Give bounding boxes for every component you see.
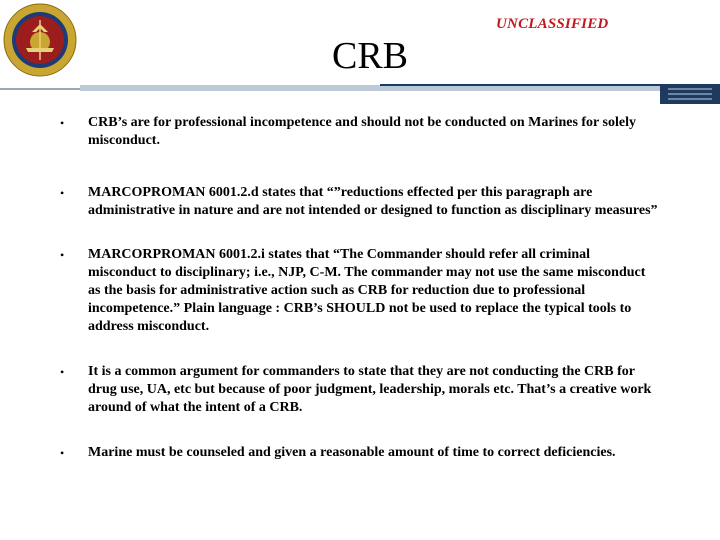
bullet-marker: • xyxy=(60,186,65,200)
list-item xyxy=(60,363,660,417)
list-item xyxy=(60,184,660,220)
bullet-text: MARCORPROMAN 6001.2.i states that “The Commander should refer all criminal misconduct to disciplinary; i.e., NJP, C-M. The commander may not use the same misconduct as the basis for administrative action such as CRB for reduction due to professional incompetence.” Plain language : CRB’s SHOULD not be used to replace the typical tools to address misconduct. xyxy=(88,247,646,334)
marine-corps-seal-icon xyxy=(2,2,78,78)
bullet-marker: • xyxy=(60,116,65,130)
list-item xyxy=(60,246,660,336)
bullet-text: Marine must be counseled and given a reasonable amount of time to correct deficiencies. xyxy=(88,445,616,460)
classification-label: UNCLASSIFIED xyxy=(496,16,609,32)
bullet-list xyxy=(60,114,660,462)
bullet-marker: • xyxy=(60,446,65,460)
bullet-marker: • xyxy=(60,248,65,262)
list-item xyxy=(60,444,660,462)
bullet-marker: • xyxy=(60,365,65,379)
bullet-text: It is a common argument for commanders to state that they are not conducting the CRB for drug use, UA, etc but because of poor judgment, leadership, morals etc. That’s a creative work around of what the intent of a CRB. xyxy=(88,364,652,415)
slide-title: CRB xyxy=(331,35,409,77)
list-item xyxy=(60,114,660,150)
header-rule-bar xyxy=(0,82,720,104)
bullet-text: MARCOPROMAN 6001.2.d states that “”reductions effected per this paragraph are administrative in nature and are not intended or designed to function as disciplinary measures” xyxy=(88,185,658,218)
bullet-text: CRB’s are for professional incompetence and should not be conducted on Marines for solely misconduct. xyxy=(88,115,636,148)
